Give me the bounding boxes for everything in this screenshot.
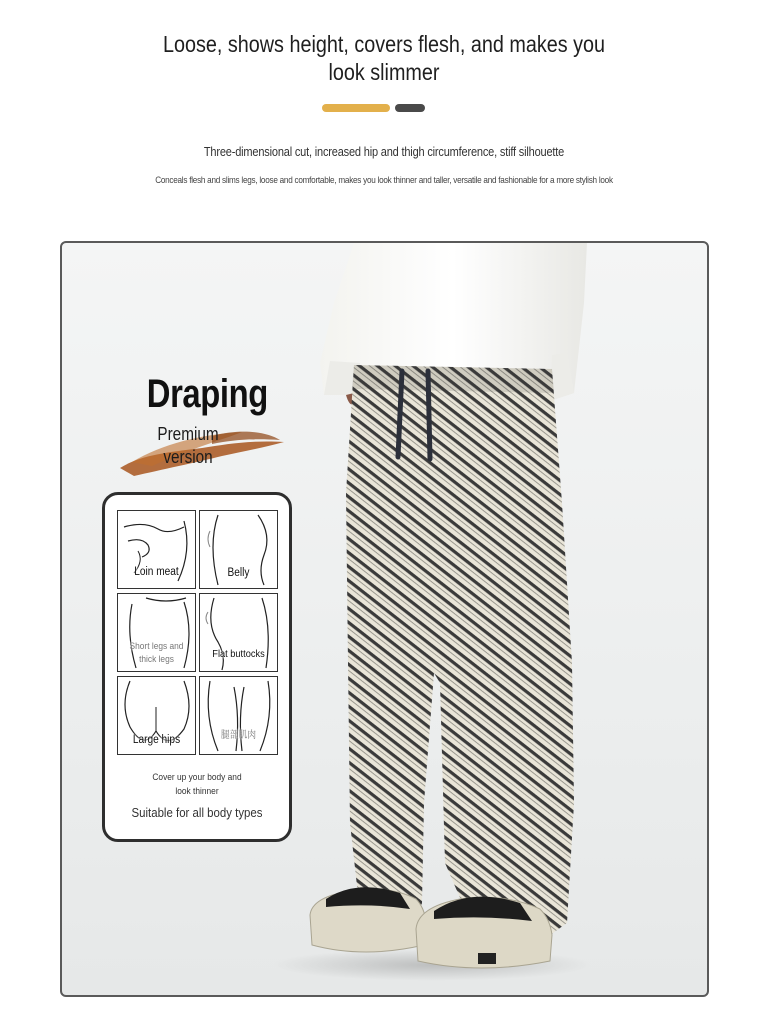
caption: Conceals flesh and slims legs, loose and comfortable, makes you look thinner and taller, versatile and fashionable for a more stylish look: [155, 175, 613, 186]
belly-label: Belly: [227, 567, 250, 579]
cover-up-line-2: look thinner: [175, 786, 219, 797]
headline: [54, 30, 714, 86]
short-legs-label-line-1: Short legs and: [129, 641, 184, 652]
cover-up-text: [116, 771, 278, 799]
body-cell-large-hips: [117, 676, 196, 755]
premium-badge: [139, 423, 238, 469]
body-types-card: [102, 492, 292, 842]
short-legs-label-line-2: thick legs: [139, 654, 174, 665]
flat-buttocks-label: Flat buttocks: [212, 648, 265, 660]
accent-bar-dark: [395, 104, 425, 112]
headline-line-1: Loose, shows height, covers flesh, and makes you: [162, 31, 605, 57]
body-cell-leg-muscles: [199, 676, 278, 755]
premium-badge-line-1: Premium: [157, 424, 219, 444]
premium-badge-line-2: version: [163, 447, 213, 467]
accent-bar-gold: [322, 104, 390, 112]
feature-title: Draping: [146, 372, 268, 416]
loin-meat-label: Loin meat: [134, 566, 179, 578]
short-legs-label: [123, 640, 191, 666]
subheadline: Three-dimensional cut, increased hip and thigh circumference, stiff silhouette: [203, 145, 565, 159]
body-cell-short-legs: [117, 593, 196, 672]
leg-muscles-icon: [200, 677, 277, 754]
headline-line-2: look slimmer: [328, 59, 440, 85]
body-cell-belly: [199, 510, 278, 589]
leg-muscles-label: 腿部肌肉: [220, 730, 257, 741]
suitable-text: Suitable for all body types: [131, 805, 263, 820]
body-cell-loin-meat: [117, 510, 196, 589]
large-hips-label: Large hips: [132, 734, 181, 746]
body-cell-flat-buttocks: [199, 593, 278, 672]
cover-up-line-1: Cover up your body and: [152, 772, 242, 783]
